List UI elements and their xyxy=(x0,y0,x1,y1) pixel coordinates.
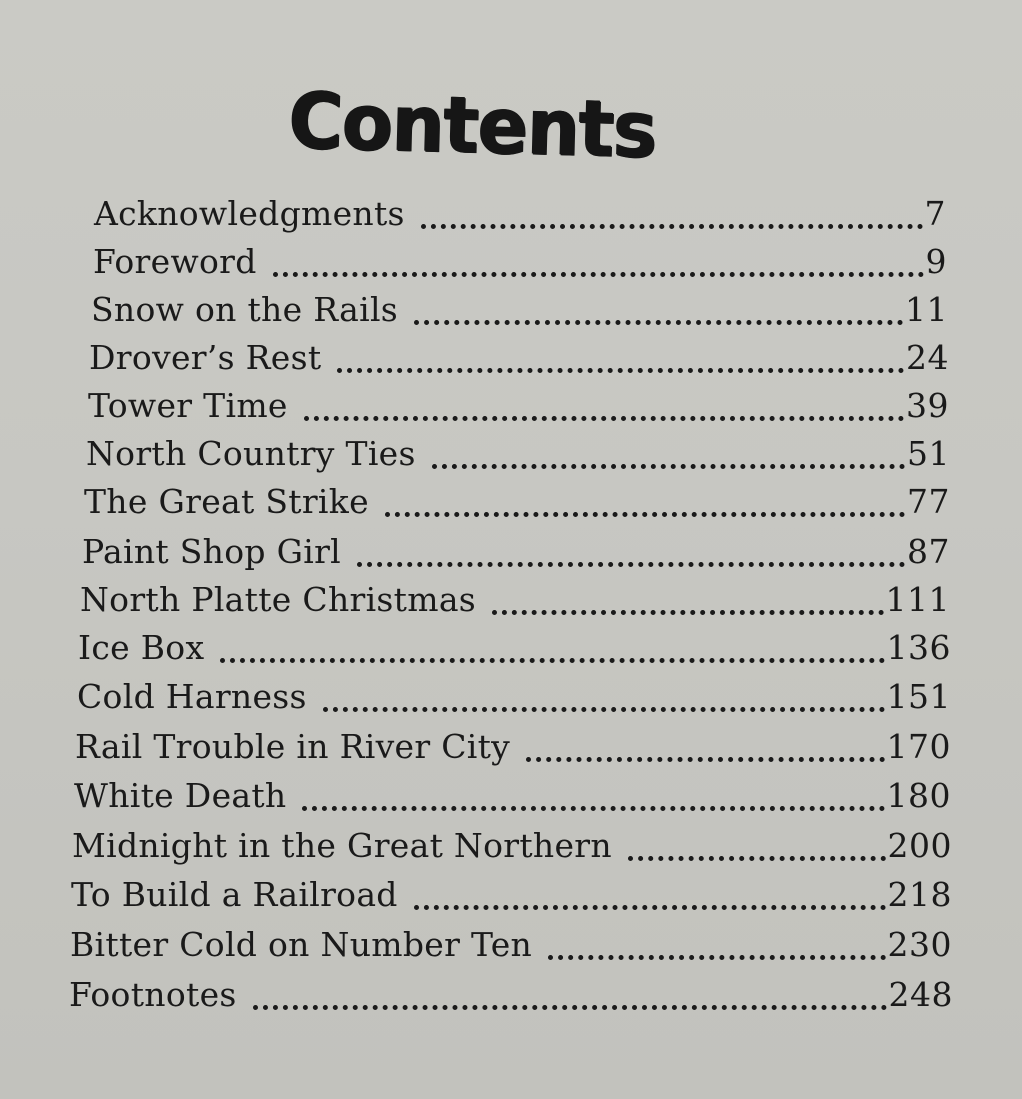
toc-entry-title: Acknowledgments xyxy=(94,194,405,233)
dot-leader xyxy=(432,464,905,469)
toc-entry xyxy=(71,875,952,919)
dot-leader xyxy=(628,856,886,861)
toc-entry-title: North Country Ties xyxy=(86,434,416,473)
toc-entry-title: Cold Harness xyxy=(77,677,307,716)
toc-entry-page: 9 xyxy=(925,242,947,281)
toc-entry xyxy=(74,776,951,820)
toc-entry xyxy=(82,532,950,576)
dot-leader xyxy=(337,368,904,373)
dot-leader xyxy=(220,658,884,663)
toc-entry-page: 111 xyxy=(885,580,950,619)
toc-entry xyxy=(91,290,948,334)
dot-leader xyxy=(492,610,883,615)
dot-leader xyxy=(421,224,923,229)
toc-entry xyxy=(72,826,952,870)
toc-entry-page: 200 xyxy=(887,826,952,865)
toc-entry-title: Paint Shop Girl xyxy=(82,532,342,571)
toc-entry-title: Tower Time xyxy=(88,386,288,425)
toc-entry-title: Foreword xyxy=(93,242,257,281)
toc-entry-page: 7 xyxy=(924,194,946,233)
toc-entry-page: 77 xyxy=(907,482,950,521)
toc-entry xyxy=(94,194,946,238)
dot-leader xyxy=(526,757,884,762)
page-title: Contents xyxy=(287,75,658,176)
toc-entry xyxy=(89,338,949,382)
toc-entry-title: White Death xyxy=(74,776,287,815)
toc-entry xyxy=(77,677,951,721)
toc-entry xyxy=(86,434,950,478)
toc-entry xyxy=(88,386,949,430)
dot-leader xyxy=(273,272,924,277)
dot-leader xyxy=(548,955,885,960)
toc-entry-page: 151 xyxy=(886,677,951,716)
toc-entry-page: 230 xyxy=(887,925,952,964)
toc-entry-title: Ice Box xyxy=(78,628,205,667)
toc-entry-title: Midnight in the Great Northern xyxy=(72,826,612,865)
toc-entry-page: 11 xyxy=(905,290,948,329)
toc-entry xyxy=(69,975,953,1019)
toc-entry-title: The Great Strike xyxy=(84,482,369,521)
dot-leader xyxy=(302,806,884,811)
toc-entry-page: 170 xyxy=(886,727,951,766)
dot-leader xyxy=(414,320,903,325)
dot-leader xyxy=(323,707,885,712)
toc-entry-title: To Build a Railroad xyxy=(71,875,398,914)
toc-entry xyxy=(93,242,947,286)
toc-entry-title: Bitter Cold on Number Ten xyxy=(70,925,533,964)
toc-entry-title: North Platte Christmas xyxy=(80,580,477,619)
toc-entry xyxy=(70,925,952,969)
toc-entry-page: 180 xyxy=(886,776,951,815)
toc-entry-title: Footnotes xyxy=(69,975,237,1014)
dot-leader xyxy=(385,512,905,517)
toc-entry-page: 136 xyxy=(886,628,951,667)
toc-entry-page: 87 xyxy=(907,532,950,571)
toc-entry-title: Snow on the Rails xyxy=(91,290,399,329)
toc-entry-page: 248 xyxy=(888,975,953,1014)
toc-entry xyxy=(84,482,950,526)
toc-entry-page: 51 xyxy=(907,434,950,473)
toc-entry-page: 24 xyxy=(906,338,949,377)
toc-entry-title: Rail Trouble in River City xyxy=(75,727,511,766)
toc-entry-page: 218 xyxy=(887,875,952,914)
toc-entry xyxy=(78,628,951,672)
dot-leader xyxy=(414,905,886,910)
dot-leader xyxy=(253,1005,887,1010)
dot-leader xyxy=(357,562,905,567)
toc-entry-title: Drover’s Rest xyxy=(89,338,322,377)
toc-entry-page: 39 xyxy=(906,386,949,425)
dot-leader xyxy=(304,416,904,421)
toc-entry xyxy=(80,580,950,624)
toc-entry xyxy=(75,727,951,771)
